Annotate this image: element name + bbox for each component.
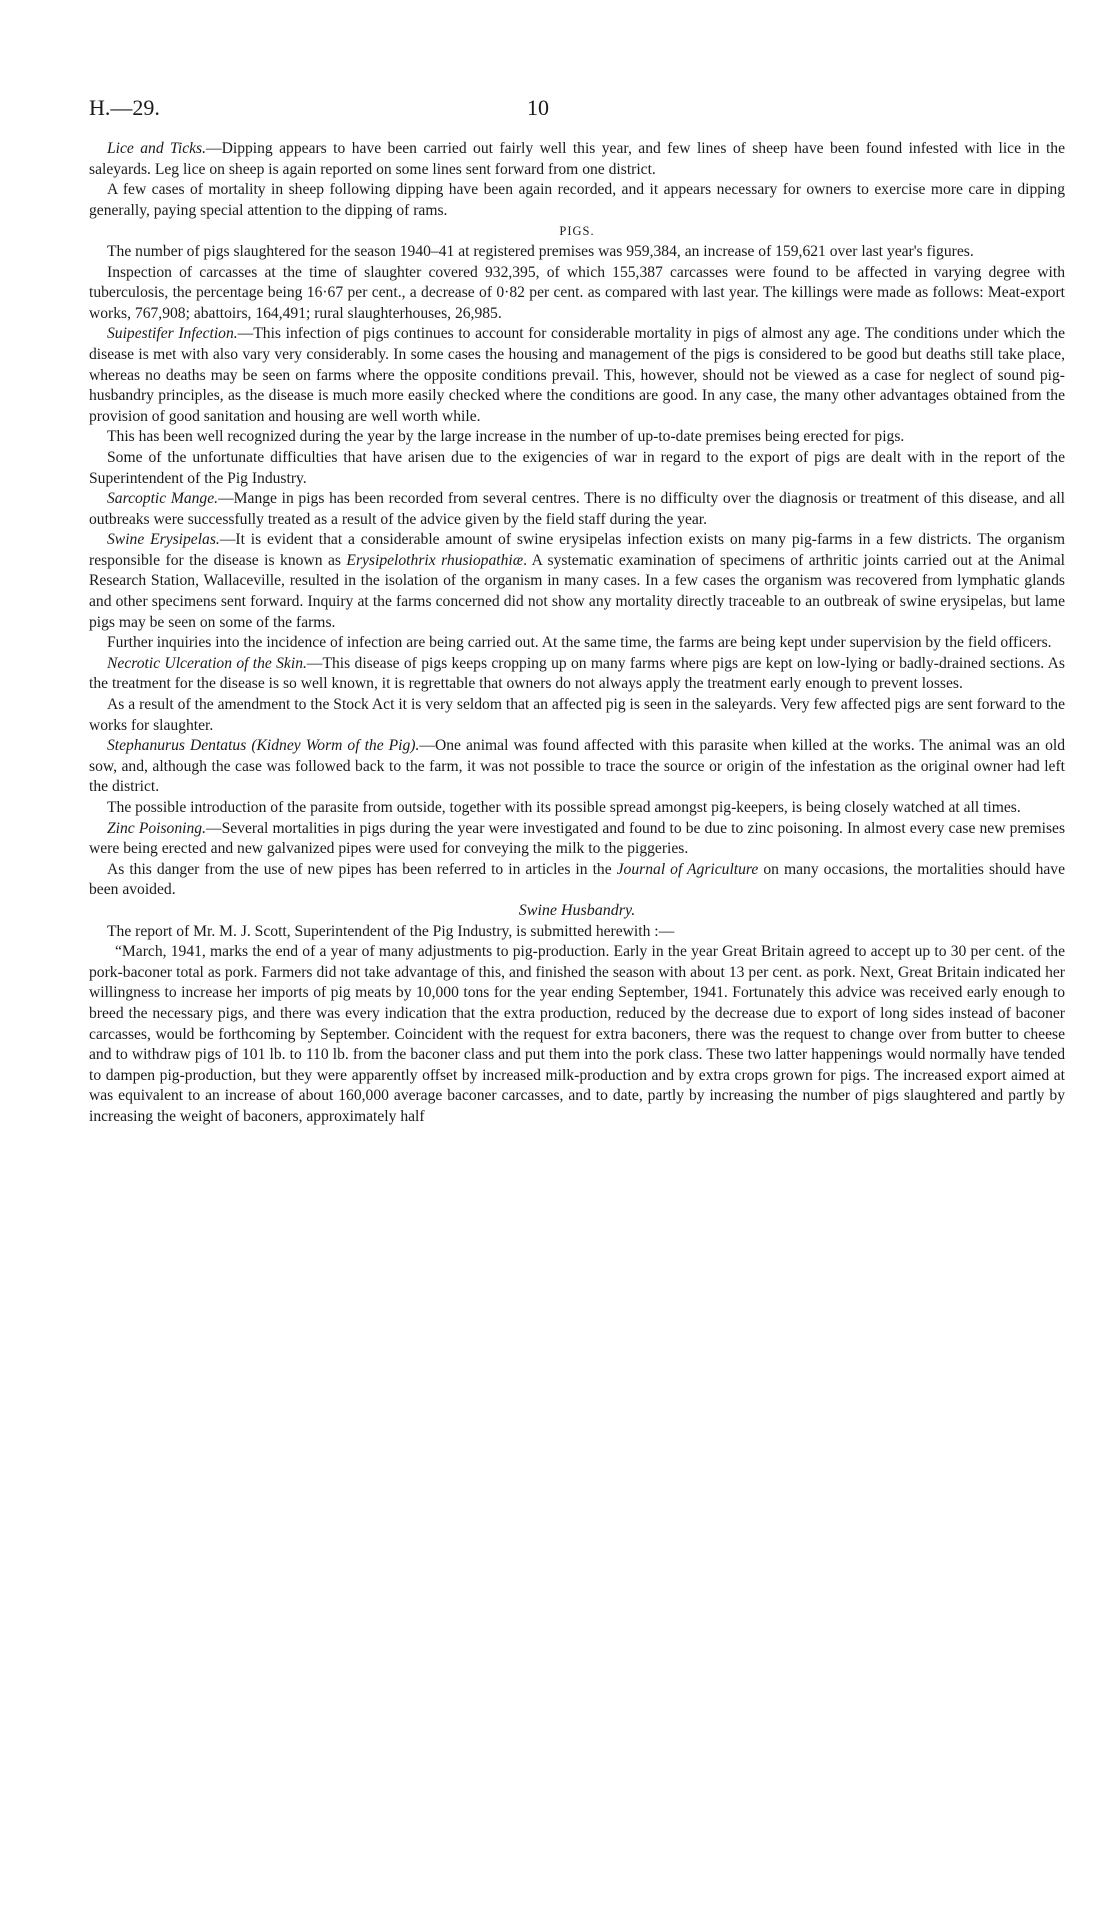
run-heading-necrotic: Necrotic Ulceration of the Skin. bbox=[107, 654, 307, 672]
run-heading-lice: Lice and Ticks. bbox=[107, 140, 207, 157]
paragraph-erysipelas-1 bbox=[89, 530, 1065, 633]
paragraph-text: . A systematic examination of specimens of arthritic joints carried out at the Animal Research Station, Wallaceville, resulted in the isolation of the organism in many cases. In a few cases the organism was recovered from lymphatic glands and other specimens sent forward. Inquiry at the farms concerned did not show any mortality directly traceable to an outbreak of swine erysipelas, but lame pigs may be seen on some of the farms. bbox=[89, 551, 1065, 631]
paragraph-stephanurus-2: The possible introduction of the parasite from outside, together with its possible spread amongst pig-keepers, is being closely watched at all times. bbox=[107, 799, 1021, 816]
paragraph-text: As this danger from the use of new pipes has been referred to in articles in the bbox=[107, 860, 617, 878]
section-heading-swine-husbandry: Swine Husbandry. bbox=[518, 901, 636, 919]
paragraph-lice-1 bbox=[89, 139, 1065, 180]
paragraph-suipestifer-1 bbox=[89, 324, 1065, 427]
paragraph-necrotic-2: As a result of the amendment to the Stock Act it is very seldom that an affected pig is seen in the saleyards. Very few affected pigs are sent forward to the works for slaughter. bbox=[89, 696, 1065, 734]
run-heading-zinc: Zinc Poisoning. bbox=[107, 819, 206, 837]
paragraph-text: —Several mortalities in pigs during the year were investigated and found to be due to zinc poisoning. In almost every case new premises were being erected and new galvanized pipes were used for conveying the milk to the piggeries. bbox=[89, 819, 1066, 858]
paragraph-text: —Dipping appears to have been carried out fairly well this year, and few lines of sheep have been found infested with lice in the saleyards. Leg lice on sheep is again reported on some lines sent forward from one district. bbox=[89, 140, 1065, 178]
document-reference: H.—29. bbox=[89, 95, 160, 120]
paragraph-husbandry-intro: The report of Mr. M. J. Scott, Superintendent of the Pig Industry, is submitted herewith :— bbox=[107, 922, 675, 940]
run-heading-mange: Sarcoptic Mange. bbox=[107, 490, 219, 508]
paragraph-mange-1 bbox=[89, 489, 1065, 530]
paragraph-lice-2: A few cases of mortality in sheep following dipping have been again recorded, and it appears necessary for owners to exercise more care in dipping generally, paying special attention to the dipping of rams. bbox=[89, 181, 1065, 219]
paragraph-text: —Mange in pigs has been recorded from several centres. There is no difficulty over the diagnosis or treatment of this disease, and all outbreaks were successfully treated as a result of the advice given by the field staff during the year. bbox=[89, 490, 1065, 528]
organism-name: Erysipelothrix rhusiopathiæ bbox=[346, 551, 524, 569]
paragraph-text: —One animal was found affected with this parasite when killed at the works. The animal was an old sow, and, although the case was followed back to the farm, it was not possible to trace the source or origin of the infestation as the original owner had left the district. bbox=[89, 737, 1066, 796]
paragraph-husbandry-quote: “March, 1941, marks the end of a year of many adjustments to pig-production. Early in the year Great Britain agreed to accept up to 30 per cent. of the pork-baconer total as pork. Farmers did not take advantage of this, and finished the season with about 13 per cent. as pork. Next, Great Britain indicated her willingness to increase her imports of pig meats by 10,000 tons for the year ending September, 1941. Fortunately this advice was received early enough to breed the necessary pigs, and there was every indication that the extra production, reduced by the decrease due to export of long sides instead of baconer carcasses, would be forthcoming by September. Coincident with the request for extra baconers, there was the request to change over from butter to cheese and to withdraw pigs of 101 lb. to 110 lb. from the baconer class and put them into the pork class. These two latter happenings would normally have tended to dampen pig-production, but they were apparently offset by increased milk-production and by extra crops grown for pigs. The increased export aimed at was equivalent to an increase of about 160,000 average baconer carcasses, and to date, partly by increasing the number of pigs slaughtered and partly by increasing the weight of baconers, approximately half bbox=[89, 943, 1065, 1125]
run-heading-suipestifer: Suipestifer Infection. bbox=[107, 325, 238, 343]
paragraph-suipestifer-3: Some of the unfortunate difficulties that have arisen due to the exigencies of war in regard to the export of pigs are dealt with in the report of the Superintendent of the Pig Industry. bbox=[89, 448, 1065, 487]
document-body bbox=[89, 139, 1065, 1128]
section-heading-pigs: PIGS. bbox=[559, 224, 595, 239]
run-heading-stephanurus: Stephanurus Dentatus (Kidney Worm of the Pig). bbox=[107, 737, 420, 755]
paragraph-erysipelas-2: Further inquiries into the incidence of infection are being carried out. At the same time, the farms are being kept under supervision by the field officers. bbox=[107, 634, 1052, 652]
paragraph-text: —This disease of pigs keeps cropping up on many farms where pigs are kept on low-lying or badly-drained sections. As the treatment for the disease is so well known, it is regrettable that owners do not always apply the treatment early enough to prevent losses. bbox=[89, 654, 1065, 693]
paragraph-zinc-2 bbox=[89, 860, 1065, 901]
paragraph-text: —It is evident that a considerable amount of swine erysipelas infection exists on many pig-farms in a few districts. The organism responsible for the disease is known as bbox=[89, 531, 1065, 569]
journal-title: Journal of Agriculture bbox=[616, 860, 759, 878]
paragraph-pigs-2: Inspection of carcasses at the time of slaughter covered 932,395, of which 155,387 carcasses were found to be affected in varying degree with tuberculosis, the percentage being 16·67 per cent., a decrease of 0·82 per cent. as compared with last year. The killings were made as follows: Meat-export works, 767,908; abattoirs, 164,491; rural slaughterhouses, 26,985. bbox=[89, 263, 1065, 322]
paragraph-necrotic-1 bbox=[89, 654, 1065, 695]
paragraph-pigs-1: The number of pigs slaughtered for the season 1940–41 at registered premises was 959,384, an increase of 159,621 over last year's figures. bbox=[107, 242, 974, 260]
paragraph-stephanurus-1 bbox=[89, 736, 1065, 798]
paragraph-text: —This infection of pigs continues to account for considerable mortality in pigs of almost any age. The conditions under which the disease is met with also vary very considerably. In some cases the housing and management of the pigs is considered to be good but deaths still take place, whereas no deaths may be seen on farms where the opposite conditions prevail. This, however, should not be viewed as a case for neglect of sound pig-husbandry principles, as the disease is much more easily checked where the conditions are good. In any case, the many other advantages obtained from the provision of good sanitation and housing are well worth while. bbox=[89, 325, 1065, 425]
paragraph-suipestifer-2: This has been well recognized during the year by the large increase in the number of up-to-date premises being erected for pigs. bbox=[107, 428, 905, 446]
run-heading-erysipelas: Swine Erysipelas. bbox=[107, 531, 220, 549]
quoted-report bbox=[89, 942, 1065, 1127]
paragraph-zinc-1 bbox=[89, 819, 1065, 860]
page-number: 10 bbox=[527, 95, 549, 120]
page-header bbox=[89, 95, 1065, 127]
paragraph-text: on many occasions, the mortalities should have been avoided. bbox=[89, 860, 1066, 899]
